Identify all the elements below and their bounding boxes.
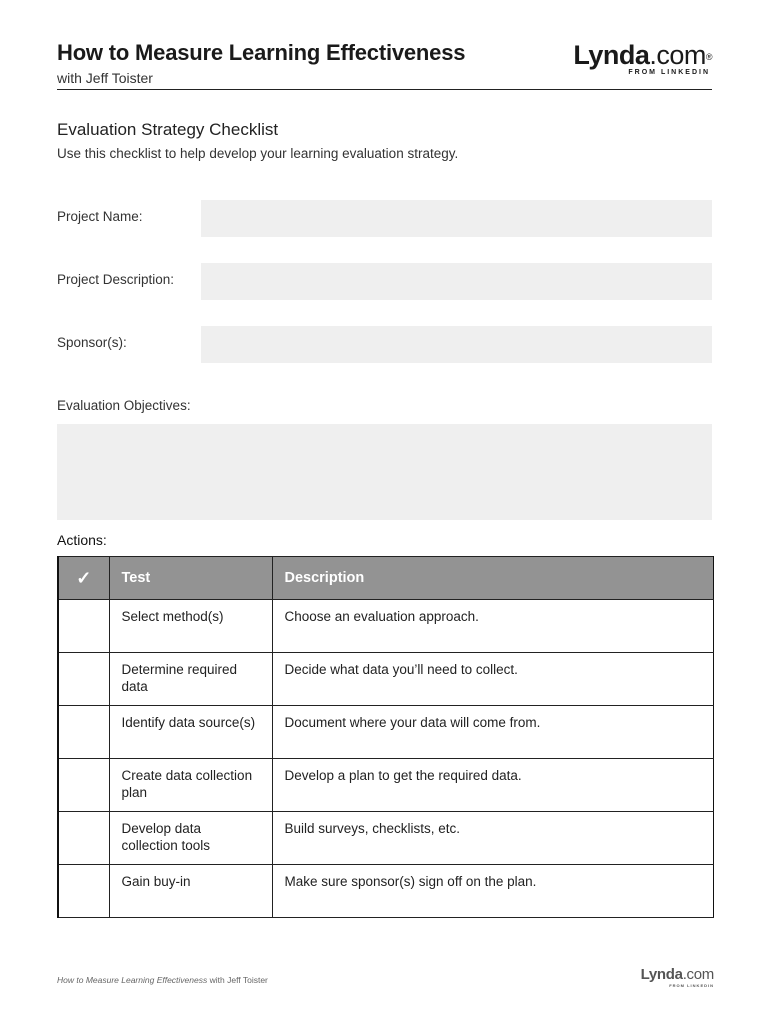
- footer-logo-domain-text: .com: [682, 966, 714, 983]
- footer-lynda-logo: [641, 966, 714, 988]
- test-column-header: Test: [109, 557, 272, 600]
- table-row: [58, 600, 713, 653]
- test-cell: Select method(s): [109, 600, 272, 653]
- description-column-header: Description: [272, 557, 713, 600]
- document-title: How to Measure Learning Effectiveness: [57, 40, 466, 65]
- test-cell: Determine required data: [109, 653, 272, 706]
- checkbox-cell[interactable]: [58, 865, 109, 918]
- project-name-field[interactable]: [201, 200, 712, 237]
- evaluation-objectives-label: Evaluation Objectives:: [57, 398, 191, 413]
- checkbox-cell[interactable]: [58, 812, 109, 865]
- footer-title: How to Measure Learning Effectiveness: [57, 975, 208, 985]
- description-cell: Document where your data will come from.: [272, 706, 713, 759]
- table-row: [58, 865, 713, 918]
- test-cell: Gain buy-in: [109, 865, 272, 918]
- checkbox-cell[interactable]: [58, 600, 109, 653]
- actions-label: Actions:: [57, 532, 107, 548]
- logo-registered-mark: ®: [705, 52, 712, 62]
- logo-subtitle: FROM LINKEDIN: [628, 69, 710, 76]
- table-row: [58, 759, 713, 812]
- table-row: [58, 653, 713, 706]
- document-header: [57, 40, 712, 90]
- checklist-title: Evaluation Strategy Checklist: [57, 120, 279, 139]
- footer-logo-subtitle: FROM LINKEDIN: [669, 983, 714, 988]
- sponsors-field[interactable]: [201, 326, 712, 363]
- actions-table-header: [58, 557, 713, 600]
- description-cell: Decide what data you’ll need to collect.: [272, 653, 713, 706]
- test-cell: Identify data source(s): [109, 706, 272, 759]
- project-description-label: Project Description:: [57, 272, 175, 287]
- checkbox-cell[interactable]: [58, 706, 109, 759]
- actions-table: [57, 556, 714, 918]
- description-cell: Build surveys, checklists, etc.: [272, 812, 713, 865]
- check-column-header: ✓: [58, 557, 109, 600]
- description-cell: Develop a plan to get the required data.: [272, 759, 713, 812]
- project-name-label: Project Name:: [57, 209, 143, 224]
- description-cell: Make sure sponsor(s) sign off on the plan.: [272, 865, 713, 918]
- footer-credit: [57, 975, 268, 985]
- footer-author: with Jeff Toister: [207, 975, 268, 985]
- checkbox-cell[interactable]: [58, 759, 109, 812]
- document-author: with Jeff Toister: [57, 70, 153, 86]
- sponsors-label: Sponsor(s):: [57, 335, 127, 350]
- checkbox-cell[interactable]: [58, 653, 109, 706]
- test-cell: Create data collection plan: [109, 759, 272, 812]
- description-cell: Choose an evaluation approach.: [272, 600, 713, 653]
- table-row: [58, 706, 713, 759]
- evaluation-objectives-field[interactable]: [57, 424, 712, 520]
- checklist-subtitle: Use this checklist to help develop your learning evaluation strategy.: [57, 146, 459, 161]
- test-cell: Develop data collection tools: [109, 812, 272, 865]
- lynda-logo: [573, 40, 712, 76]
- logo-domain-text: .com: [649, 40, 706, 70]
- logo-bold-text: Lynda: [573, 40, 650, 70]
- project-description-field[interactable]: [201, 263, 712, 300]
- table-row: [58, 812, 713, 865]
- footer-logo-bold-text: Lynda: [640, 966, 683, 983]
